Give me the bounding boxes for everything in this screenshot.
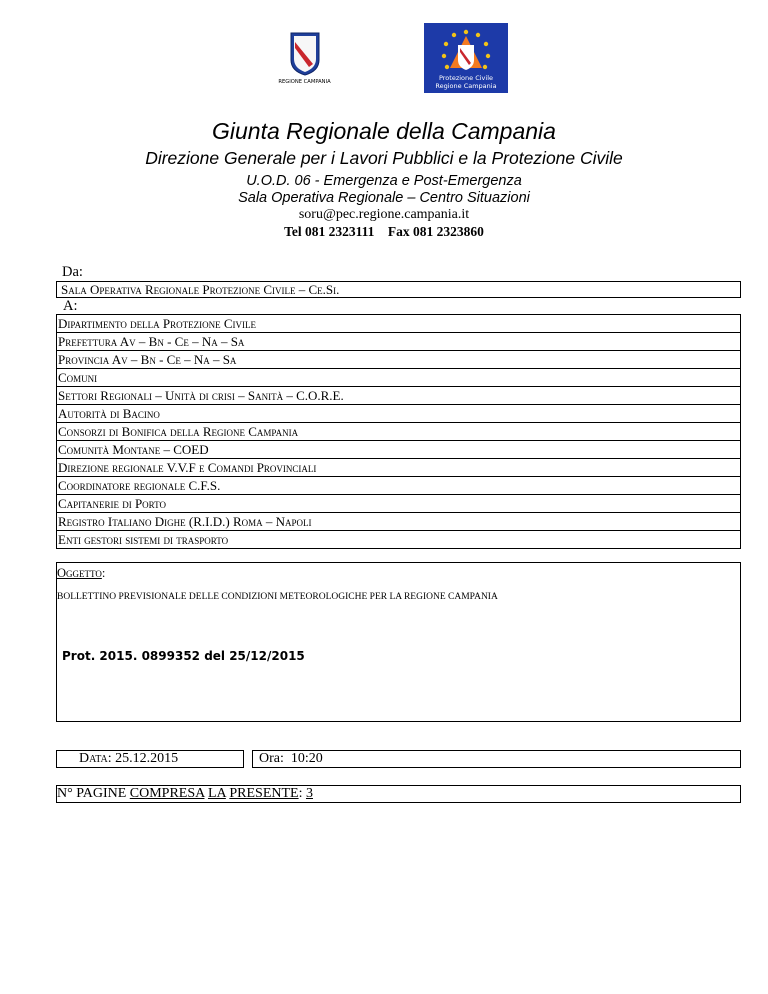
subject-box [56,562,741,722]
recipient-row: Provincia Av – Bn - Ce – Na – Sa [57,351,740,369]
recipients-list [56,314,741,549]
header-title: Giunta Regionale della Campania [212,118,556,144]
recipient-row: Prefettura Av – Bn - Ce – Na – Sa [57,333,740,351]
from-box [56,281,741,298]
recipient-row: Dipartimento della Protezione Civile [57,315,740,333]
pages-box [56,785,741,803]
regione-campania-logo [273,30,336,85]
to-label: A: [63,298,78,314]
header-email[interactable]: soru@pec.regione.campania.it [298,207,470,222]
recipient-row: Consorzi di Bonifica della Regione Campania [57,423,740,441]
time-value: Ora: 10:20 [259,751,323,766]
time-box [252,750,741,768]
header-tel-fax: Tel 081 2323111 Fax 081 2323860 [284,224,484,239]
recipient-row: Direzione regionale V.V.F e Comandi Provinciali [57,459,740,477]
recipient-row: Autorità di Bacino [57,405,740,423]
recipient-row: Capitanerie di Porto [57,495,740,513]
header-sala: Sala Operativa Regionale – Centro Situazioni [238,190,530,206]
protezione-civile-logo [424,23,508,93]
header-uod: U.O.D. 06 - Emergenza e Post-Emergenza [246,173,522,189]
svg-text:REGIONE CAMPANIA: REGIONE CAMPANIA [278,79,331,85]
recipient-row: Coordinatore regionale C.F.S. [57,477,740,495]
from-value: Sala Operativa Regionale Protezione Civile – Ce.Si. [61,282,340,297]
recipient-row: Comunità Montane – COED [57,441,740,459]
date-value: Data: 25.12.2015 [79,751,179,766]
recipient-row: Registro Italiano Dighe (R.I.D.) Roma – Napoli [57,513,740,531]
recipient-row: Comuni [57,369,740,387]
subject-text: BOLLETTINO PREVISIONALE DELLE CONDIZIONI METEOROLOGICHE PER LA REGIONE CAMPANIA [57,592,498,602]
protocol-number: Prot. 2015. 0899352 del 25/12/2015 [62,649,305,663]
pages-count: N° PAGINE COMPRESA LA PRESENTE: 3 [57,786,313,801]
subject-label: Oggetto: [57,566,106,580]
recipient-row: Enti gestori sistemi di trasporto [58,532,229,547]
header-subtitle: Direzione Generale per i Lavori Pubblici e la Protezione Civile [145,148,623,168]
from-label: Da: [62,264,83,280]
date-box [56,750,244,768]
protezione-logo-line1: Protezione Civile [438,74,494,82]
recipient-row: Settori Regionali – Unità di crisi – Sanità – C.O.R.E. [57,387,740,405]
protezione-logo-line2: Regione Campania [435,82,497,90]
